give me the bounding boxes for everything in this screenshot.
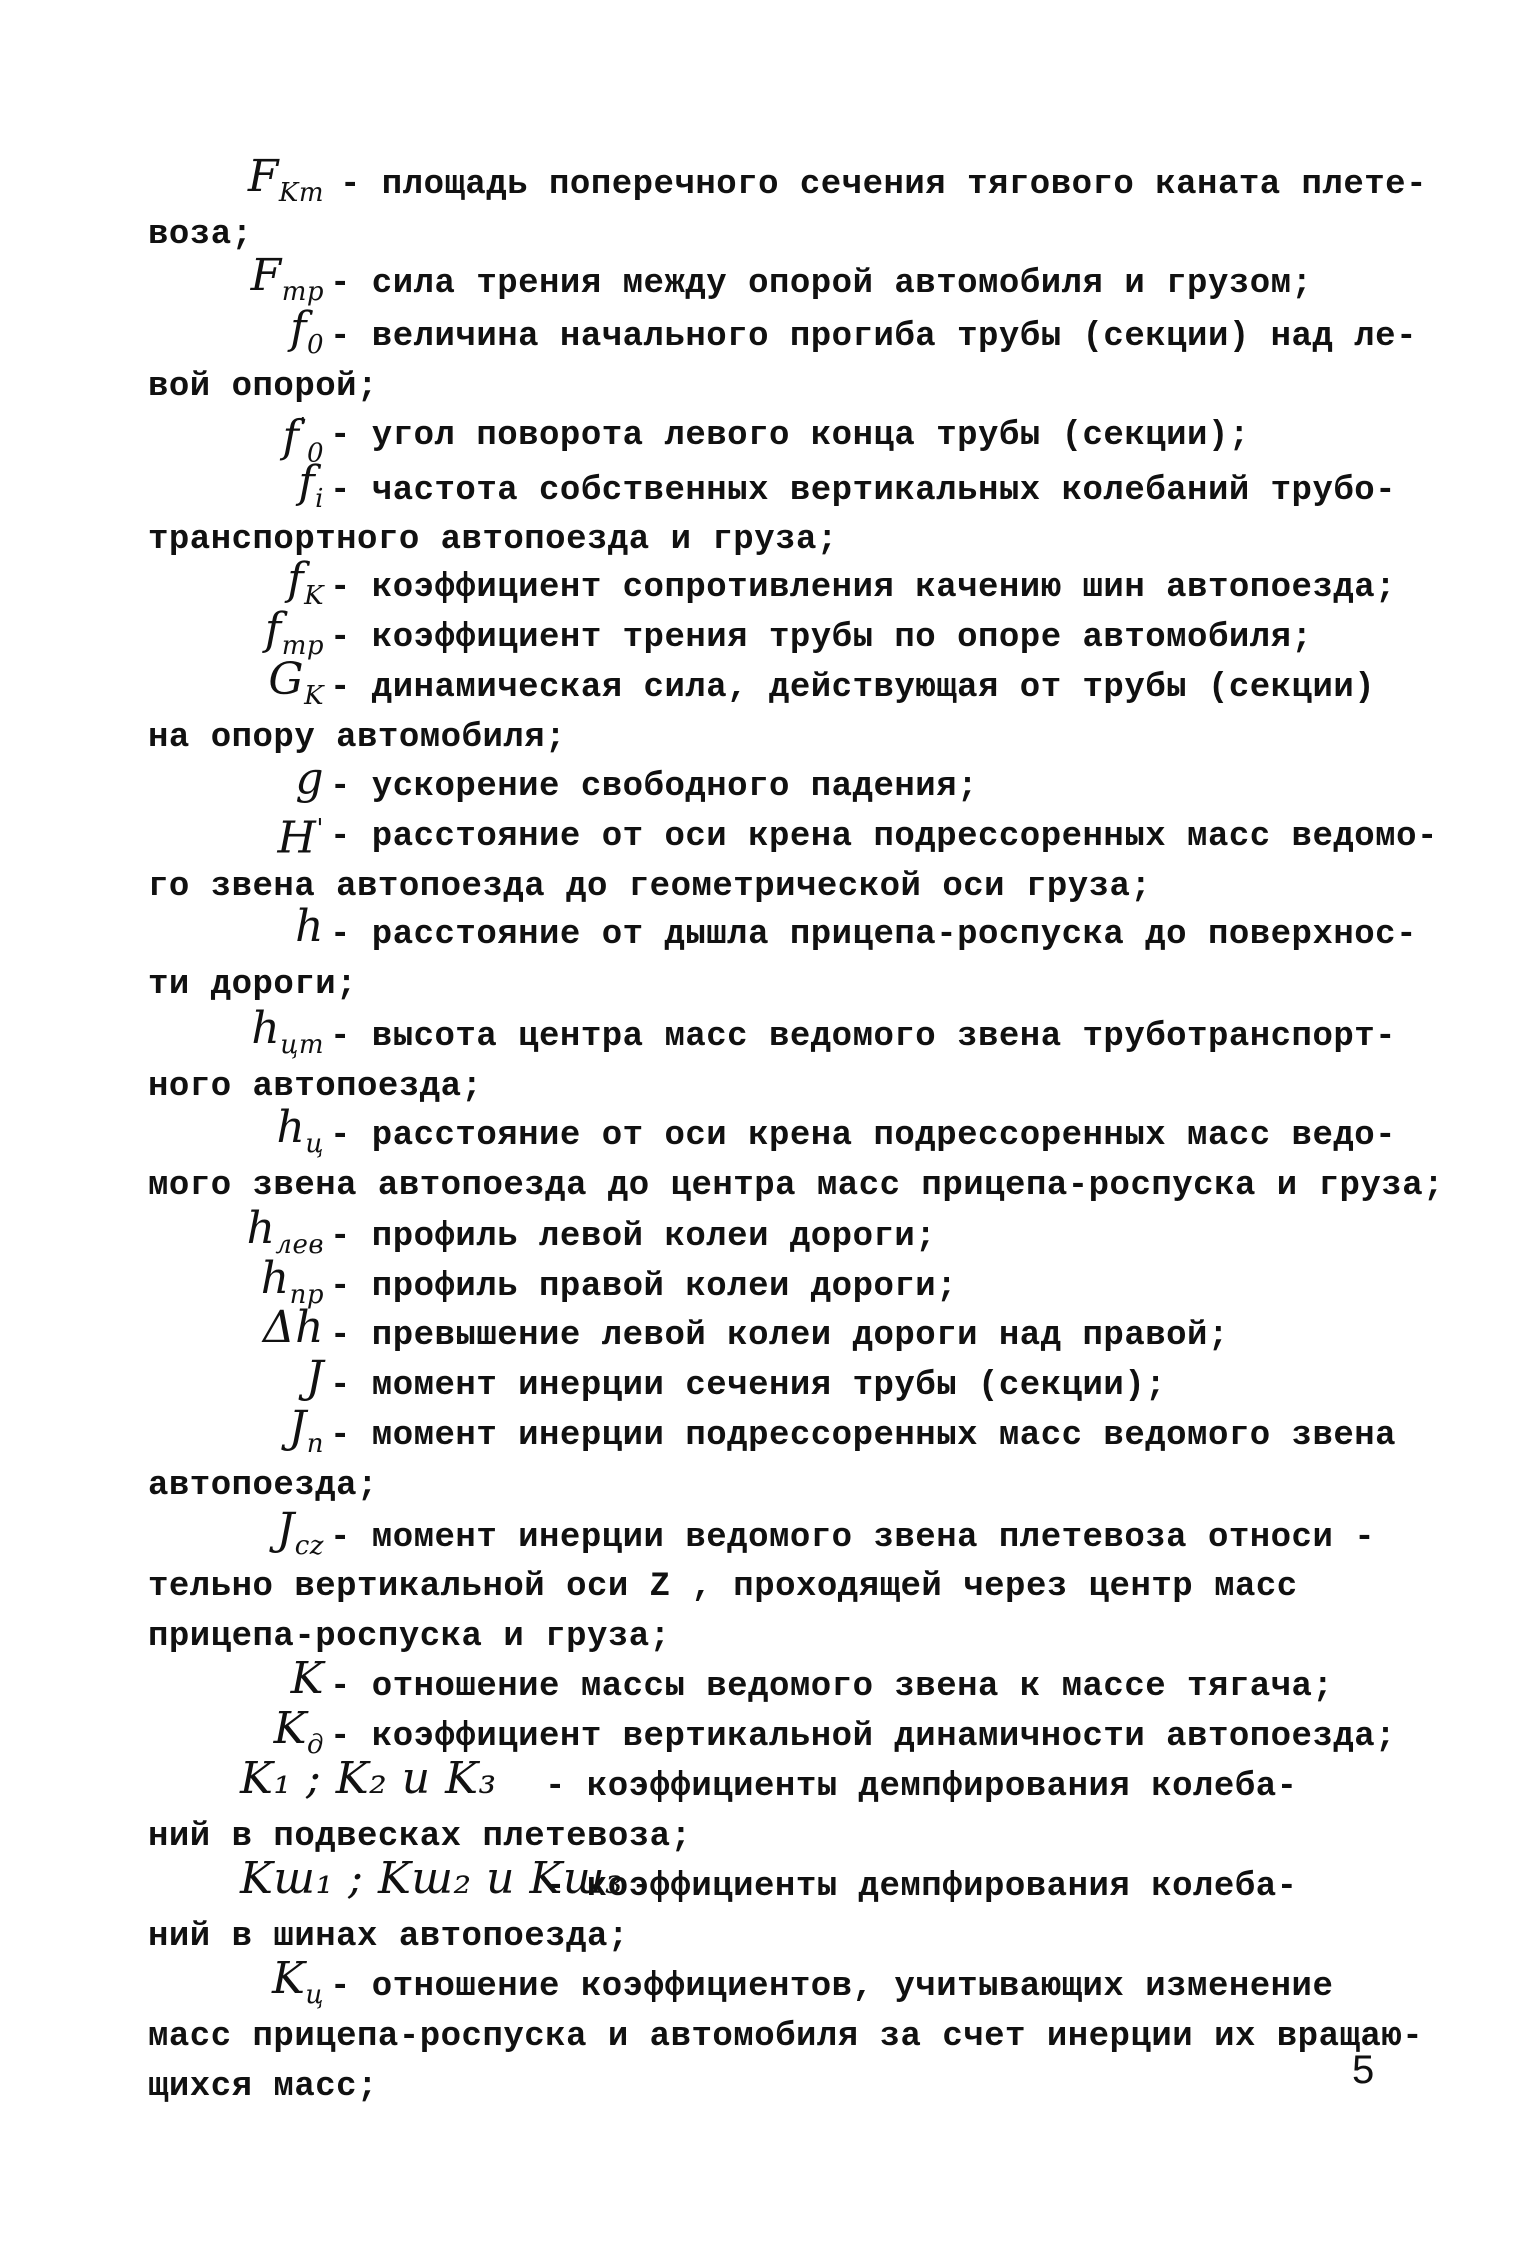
- definition-text: - ускорение свободного падения;: [330, 768, 979, 806]
- definition-continuation: воза;: [148, 216, 253, 254]
- term-symbol-subscript: тр: [281, 630, 324, 661]
- term-symbol: [291, 1654, 324, 1704]
- definition-text: - превышение левой колеи дороги над правой;: [330, 1317, 1229, 1355]
- term-symbol-base: K: [271, 1953, 306, 2004]
- term-symbol-base: J: [288, 1402, 307, 1453]
- definition-text: - коэффициент трения трубы по опоре автомобиля;: [330, 619, 1313, 657]
- definition-continuation: ти дороги;: [148, 966, 358, 1004]
- term-symbol-subscript: п: [306, 1428, 324, 1459]
- term-symbol-base: f: [298, 457, 316, 508]
- term-symbol-subscript: цт: [280, 1029, 324, 1060]
- term-symbol: [298, 457, 324, 514]
- definition-text: - величина начального прогиба трубы (секции) над ле-: [330, 318, 1417, 356]
- term-symbol: [268, 654, 324, 711]
- term-symbol: [295, 902, 324, 952]
- term-symbol: [295, 754, 324, 804]
- definition-continuation: го звена автопоезда до геометрической оси груза;: [148, 868, 1152, 906]
- term-symbol-base: F: [247, 151, 279, 202]
- definition-text: - угол поворота левого конца трубы (секции);: [330, 417, 1250, 455]
- definition-text: - отношение коэффициентов, учитывающих изменение: [330, 1968, 1334, 2006]
- term-symbol-base: h: [276, 1102, 306, 1153]
- term-symbol: [290, 303, 324, 360]
- definition-text: - профиль левой колеи дороги;: [330, 1218, 937, 1256]
- term-symbol-base: F: [250, 250, 282, 301]
- term-symbol-subscript: д: [307, 1729, 324, 1760]
- definition-continuation: ний в шинах автопоезда;: [148, 1918, 629, 1956]
- term-symbol-base: J: [276, 1504, 295, 1555]
- term-symbol-subscript: лев: [275, 1229, 324, 1260]
- definition-text: - отношение массы ведомого звена к массе тягача;: [330, 1668, 1334, 1706]
- term-symbol: [287, 554, 324, 611]
- term-symbol-subscript: 0: [306, 329, 324, 360]
- term-symbol: [277, 804, 324, 864]
- term-symbol-base: J: [305, 1352, 324, 1403]
- term-symbol-base: G: [268, 654, 305, 705]
- definition-continuation: вой опорой;: [148, 368, 378, 406]
- definition-continuation: масс прицепа-роспуска и автомобиля за счет инерции их вращаю-: [148, 2018, 1424, 2056]
- term-symbol-base: h: [246, 1203, 276, 1254]
- term-symbol: [251, 1003, 324, 1060]
- term-symbol-base: h: [295, 901, 324, 952]
- definition-text: - расстояние от оси крена подрессоренных масс ведо-: [330, 1117, 1397, 1155]
- definition-text: - коэффициент сопротивления качению шин автопоезда;: [330, 569, 1397, 607]
- term-symbol-base: K: [273, 1703, 308, 1754]
- term-symbol-base: K₁ ; K₂ и K₃: [240, 1753, 497, 1804]
- definition-text: - коэффициенты демпфирования колеба-: [545, 1768, 1298, 1806]
- term-symbol: [260, 1253, 324, 1310]
- definition-continuation: тельно вертикальной оси Z , проходящей через центр масс: [148, 1568, 1298, 1606]
- term-symbol-base: g: [295, 753, 324, 804]
- definition-text: - коэффициенты демпфирования колеба-: [545, 1868, 1298, 1906]
- term-symbol-base: h: [251, 1003, 281, 1054]
- definition-continuation: автопоезда;: [148, 1467, 378, 1505]
- term-symbol: [306, 1353, 324, 1403]
- definition-text: - коэффициент вертикальной динамичности автопоезда;: [330, 1718, 1397, 1756]
- term-symbol-subscript: K: [304, 680, 324, 711]
- term-symbol: [276, 1102, 325, 1159]
- term-symbol-superscript: ': [299, 413, 307, 443]
- definition-text: - момент инерции подрессоренных масс ведомого звена: [330, 1417, 1397, 1455]
- term-symbol-superscript: ': [316, 814, 324, 844]
- definition-text: - момент инерции ведомого звена плетевоза относи -: [330, 1519, 1376, 1557]
- term-symbol-base: h: [260, 1253, 290, 1304]
- definition-continuation: на опору автомобиля;: [148, 719, 567, 757]
- term-symbol-base: f: [282, 411, 300, 463]
- definition-continuation: прицепа-роспуска и груза;: [148, 1618, 671, 1656]
- term-symbol-base: K: [290, 1653, 324, 1704]
- term-symbol-subscript: cz: [294, 1530, 324, 1561]
- definition-text: - частота собственных вертикальных колебаний трубо-: [330, 472, 1397, 510]
- definition-text: - момент инерции сечения трубы (секции);: [330, 1367, 1167, 1405]
- definition-continuation: транспортного автопоезда и груза;: [148, 521, 838, 559]
- term-symbol-base: f: [290, 303, 307, 354]
- definition-text: - сила трения между опорой автомобиля и грузом;: [330, 265, 1313, 303]
- term-symbol-subscript: ц: [305, 1979, 324, 2010]
- definition-text: - высота центра масс ведомого звена труботранспорт-: [330, 1018, 1397, 1056]
- term-symbol-base: Δh: [262, 1302, 324, 1353]
- term-symbol-subscript: 0: [306, 438, 324, 469]
- definition-text: - площадь поперечного сечения тягового каната плете-: [340, 166, 1427, 204]
- term-symbol-subscript: K: [304, 580, 324, 611]
- term-symbol-subscript: i: [315, 483, 324, 514]
- term-symbol: [263, 1303, 324, 1353]
- term-symbol: [240, 1754, 497, 1804]
- term-symbol: [276, 1504, 324, 1561]
- term-symbol: [247, 151, 324, 208]
- term-symbol-base: f: [264, 604, 282, 655]
- term-symbol-base: f: [287, 554, 305, 605]
- term-symbol-subscript: ц: [305, 1128, 324, 1159]
- term-symbol-base: H: [277, 812, 317, 864]
- definition-text: - профиль правой колеи дороги;: [330, 1268, 958, 1306]
- term-symbol-base: Kш₁ ; Kш₂ и Kш₃: [240, 1853, 624, 1904]
- definition-continuation: ного автопоезда;: [148, 1068, 483, 1106]
- definition-text: - расстояние от дышла прицепа-роспуска до поверхнос-: [330, 916, 1417, 954]
- term-symbol-subscript: тр: [281, 276, 324, 307]
- term-symbol: [246, 1203, 324, 1260]
- term-symbol: [282, 403, 325, 469]
- definition-continuation: мого звена автопоезда до центра масс прицепа-роспуска и груза;: [148, 1167, 1445, 1205]
- definition-text: - расстояние от оси крена подрессоренных масс ведомо-: [330, 818, 1438, 856]
- term-symbol: [264, 604, 324, 661]
- term-symbol-subscript: Kт: [278, 177, 324, 208]
- definition-continuation: ний в подвесках плетевоза;: [148, 1818, 692, 1856]
- term-symbol: [271, 1953, 324, 2010]
- page-number: 5: [1352, 2048, 1375, 2092]
- term-symbol: [273, 1703, 324, 1760]
- definition-text: - динамическая сила, действующая от трубы (секции): [330, 669, 1376, 707]
- term-symbol: [288, 1402, 324, 1459]
- definition-continuation: щихся масс;: [148, 2068, 378, 2106]
- term-symbol-subscript: пр: [289, 1279, 324, 1310]
- term-symbol: [250, 250, 324, 307]
